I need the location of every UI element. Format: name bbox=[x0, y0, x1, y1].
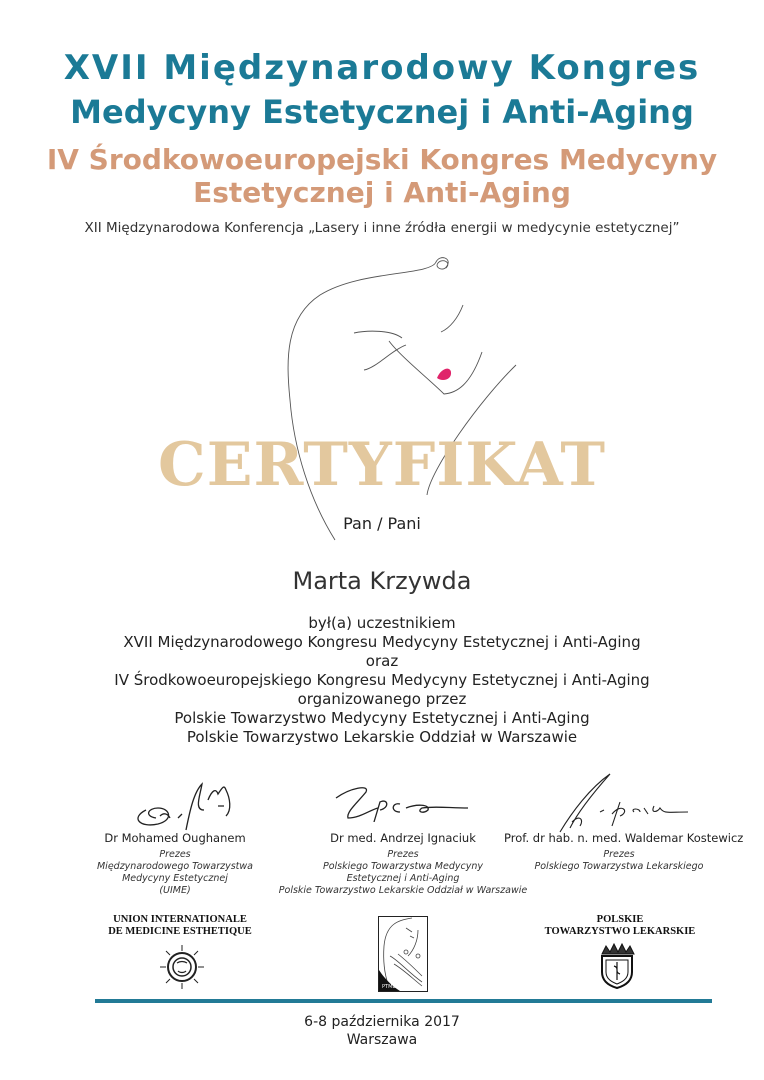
signature-ignaciuk bbox=[330, 782, 480, 822]
event-city: Warszawa bbox=[346, 1032, 418, 1048]
recipient-name: Marta Krzywda bbox=[292, 567, 472, 595]
logo-ptl-text bbox=[540, 914, 700, 938]
signatory-kostewicz bbox=[504, 831, 744, 873]
signatory-role-line: Estetycznej i Anti-Aging bbox=[346, 873, 460, 884]
body-line: oraz bbox=[365, 652, 399, 670]
illustration-brow bbox=[441, 305, 463, 332]
signature-oughanem bbox=[130, 780, 250, 832]
illustration-eye bbox=[354, 331, 402, 338]
congress-title-line-1: XVII Międzynarodowy Kongres bbox=[63, 48, 701, 88]
body-line: IV Środkowoeuropejskiego Kongresu Medycyny Estetycznej i Anti-Aging bbox=[114, 671, 650, 689]
congress-title-line-2: Medycyny Estetycznej i Anti-Aging bbox=[70, 93, 694, 131]
congress-subtitle-line-1: IV Środkowoeuropejski Kongres Medycyny bbox=[46, 143, 718, 176]
signature-kostewicz bbox=[550, 772, 690, 834]
lips-mark bbox=[437, 369, 451, 380]
signatory-role-line: Polskiego Towarzystwa Lekarskiego bbox=[534, 861, 704, 872]
logo-text-line: TOWARZYSTWO LEKARSKIE bbox=[544, 926, 696, 937]
signatory-role-line: Międzynarodowego Towarzystwa bbox=[96, 861, 253, 872]
ptmeiaa-logo bbox=[378, 916, 428, 992]
congress-subtitle-line-2: Estetycznej i Anti-Aging bbox=[193, 176, 571, 209]
footer bbox=[0, 1013, 764, 1049]
ptl-crest-icon bbox=[596, 942, 638, 990]
signatory-role-line: Polskie Towarzystwo Lekarskie Oddział w Warszawie bbox=[278, 885, 528, 896]
body-line: Polskie Towarzystwo Medycyny Estetycznej i Anti-Aging bbox=[174, 709, 590, 727]
signatory-role-line: Medycyny Estetycznej bbox=[122, 873, 228, 884]
salutation: Pan / Pani bbox=[343, 514, 421, 533]
signatory-role-line: Prezes bbox=[387, 849, 419, 860]
certificate-body bbox=[0, 614, 764, 747]
uime-seal-icon bbox=[158, 943, 206, 991]
signatory-name: Dr med. Andrzej Ignaciuk bbox=[330, 831, 476, 845]
body-line: organizowanego przez bbox=[297, 690, 467, 708]
illustration-cheek bbox=[364, 345, 406, 370]
ptmeiaa-logo-label: PTMEIAA bbox=[382, 984, 404, 990]
event-date: 6-8 października 2017 bbox=[304, 1014, 460, 1030]
signatory-role-line: Prezes bbox=[159, 849, 191, 860]
logo-uime-text bbox=[100, 914, 260, 938]
signatory-name: Prof. dr hab. n. med. Waldemar Kostewicz bbox=[504, 831, 744, 845]
signatory-role-line: Prezes bbox=[603, 849, 635, 860]
body-line: był(a) uczestnikiem bbox=[308, 614, 456, 632]
signatory-role-line: Polskiego Towarzystwa Medycyny bbox=[323, 861, 483, 872]
logo-text-line: POLSKIE bbox=[596, 914, 644, 925]
signatory-ignaciuk bbox=[278, 831, 528, 897]
logo-text-line: DE MEDICINE ESTHETIQUE bbox=[108, 926, 252, 937]
signatory-oughanem bbox=[75, 831, 275, 897]
conference-title: XII Międzynarodowa Konferencja „Lasery i inne źródła energii w medycynie estetycznej” bbox=[84, 220, 680, 236]
illustration-nose bbox=[389, 341, 482, 394]
signatory-name: Dr Mohamed Oughanem bbox=[104, 831, 246, 845]
body-line: XVII Międzynarodowego Kongresu Medycyny Estetycznej i Anti-Aging bbox=[123, 633, 641, 651]
certificate-title: CERTYFIKAT bbox=[157, 430, 607, 500]
footer-divider bbox=[95, 999, 712, 1003]
logo-text-line: UNION INTERNATIONALE bbox=[113, 914, 247, 925]
signatory-role-line: (UIME) bbox=[159, 885, 191, 896]
body-line: Polskie Towarzystwo Lekarskie Oddział w Warszawie bbox=[186, 728, 578, 746]
